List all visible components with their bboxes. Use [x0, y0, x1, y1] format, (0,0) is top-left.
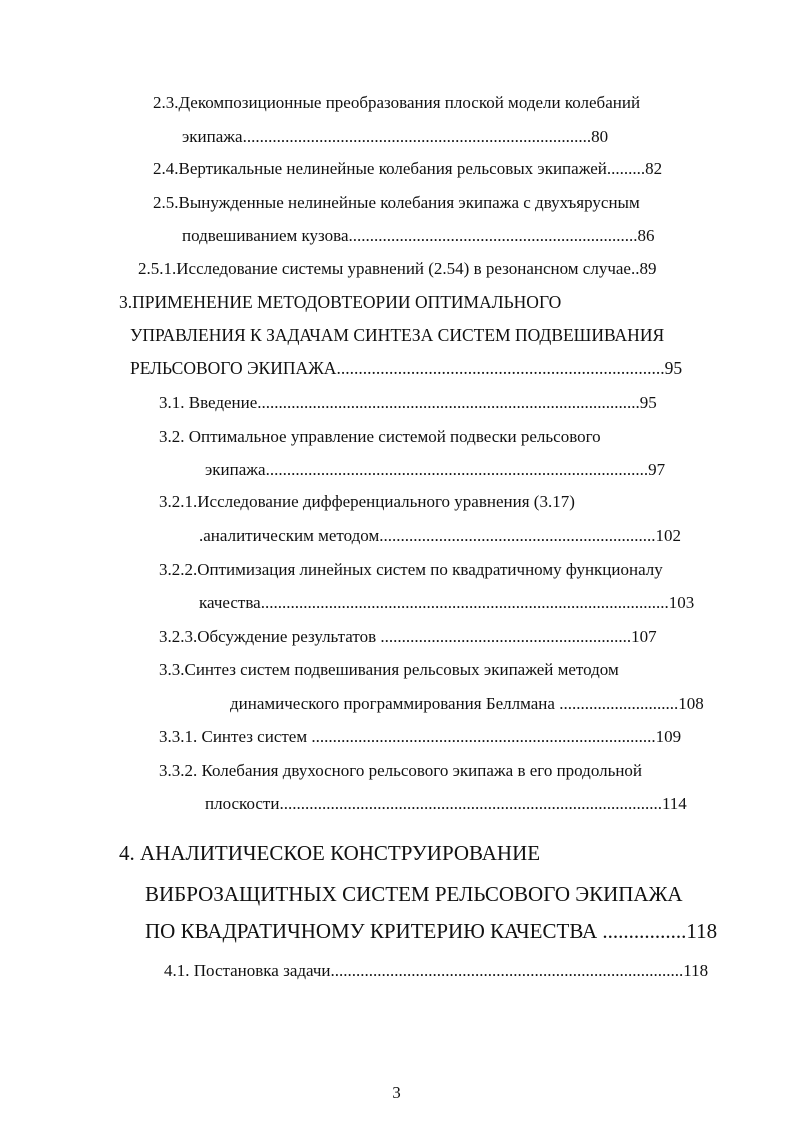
toc-line: 3.3.1. Синтез систем .................................................................................109: [159, 727, 682, 746]
toc-line: 2.5.Вынужденные нелинейные колебания экипажа с двухъярусным: [153, 193, 640, 212]
toc-line: подвешиванием кузова....................................................................86: [182, 226, 655, 245]
toc-line: плоскости..........................................................................................114: [205, 794, 687, 813]
page-number: 3: [392, 1083, 401, 1102]
toc-line: экипажа..................................................................................80: [182, 127, 609, 146]
toc-line: 3.2.1.Исследование дифференциального уравнения (3.17): [159, 492, 575, 511]
toc-line: динамического программирования Беллмана ............................108: [230, 694, 704, 713]
toc-line: качества................................................................................................103: [199, 593, 695, 612]
toc-section-heading: 3.ПРИМЕНЕНИЕ МЕТОДОВТЕОРИИ ОПТИМАЛЬНОГО: [119, 292, 562, 312]
toc-line: 3.3.2. Колебания двухосного рельсового экипажа в его продольной: [159, 761, 643, 780]
toc-chapter-heading: ВИБРОЗАЩИТНЫХ СИСТЕМ РЕЛЬСОВОГО ЭКИПАЖА: [145, 882, 683, 906]
toc-line: 2.4.Вертикальные нелинейные колебания рельсовых экипажей.........82: [153, 159, 663, 178]
toc-line: 4.1. Постановка задачи...................................................................................118: [164, 961, 709, 980]
toc-line: 3.2.3.Обсуждение результатов ...........................................................107: [159, 627, 657, 646]
toc-line: 3.2.2.Оптимизация линейных систем по квадратичному функционалу: [159, 560, 663, 579]
toc-line: 2.3.Декомпозиционные преобразования плоской модели колебаний: [153, 93, 641, 112]
toc-section-heading: РЕЛЬСОВОГО ЭКИПАЖА...........................................................................95: [130, 358, 683, 378]
toc-line: 3.1. Введение..........................................................................................95: [159, 393, 657, 412]
toc-section-heading: УПРАВЛЕНИЯ К ЗАДАЧАМ СИНТЕЗА СИСТЕМ ПОДВЕШИВАНИЯ: [130, 325, 665, 345]
toc-line: 2.5.1.Исследование системы уравнений (2.54) в резонансном случае..89: [138, 259, 657, 278]
toc-chapter-heading: ПО КВАДРАТИЧНОМУ КРИТЕРИЮ КАЧЕСТВА ................118: [145, 919, 718, 943]
toc-line: экипажа..........................................................................................97: [205, 460, 666, 479]
toc-chapter-heading: 4. АНАЛИТИЧЕСКОЕ КОНСТРУИРОВАНИЕ: [119, 841, 541, 865]
toc-line: 3.3.Синтез систем подвешивания рельсовых экипажей методом: [159, 660, 619, 679]
toc-line: 3.2. Оптимальное управление системой подвески рельсового: [159, 427, 601, 446]
toc-line: .аналитическим методом.................................................................102: [199, 526, 681, 545]
